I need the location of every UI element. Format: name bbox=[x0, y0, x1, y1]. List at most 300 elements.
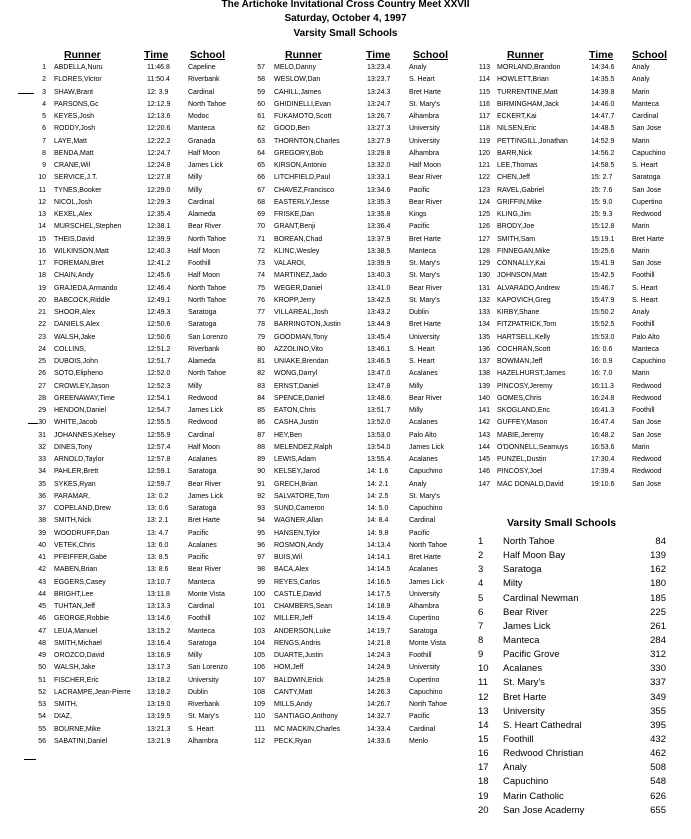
place: 82 bbox=[257, 370, 265, 378]
runner-name: AZZOLINO,Vito bbox=[274, 345, 323, 353]
place: 141 bbox=[478, 407, 490, 414]
runner-name: GRECH,Brian bbox=[274, 480, 318, 488]
runner-name: BIRMINGHAM,Jack bbox=[497, 100, 559, 108]
result-row bbox=[470, 479, 691, 491]
school-name: Pacific bbox=[409, 186, 430, 194]
finish-time: 14: 8.4 bbox=[367, 517, 389, 525]
result-row bbox=[470, 136, 691, 148]
school-name: James Lick bbox=[409, 443, 445, 451]
finish-time: 13:46.5 bbox=[367, 358, 391, 365]
finish-time: 13:47.8 bbox=[367, 382, 391, 390]
school-name: Foothill bbox=[632, 407, 655, 414]
place: 116 bbox=[478, 100, 490, 108]
finish-time: 12:35.4 bbox=[147, 211, 171, 218]
runner-name: ALVARADO,Andrew bbox=[497, 284, 560, 292]
result-row bbox=[470, 62, 691, 74]
finish-time: 12:24.8 bbox=[147, 162, 171, 169]
finish-time: 12:41.2 bbox=[147, 260, 171, 267]
result-row bbox=[0, 540, 250, 552]
team-score-row bbox=[470, 577, 670, 591]
time-header: Time bbox=[589, 49, 614, 61]
runner-name: PARAMAR, bbox=[54, 492, 91, 500]
team-score-row bbox=[470, 691, 670, 705]
runner-name: PFEIFFER,Gabe bbox=[54, 554, 107, 561]
school-name: North Tahoe bbox=[188, 296, 227, 304]
place: 57 bbox=[257, 64, 265, 71]
school-name: Capeline bbox=[188, 64, 216, 71]
school-name: Riverbank bbox=[188, 701, 220, 708]
result-row bbox=[246, 172, 474, 184]
finish-time: 13:19.0 bbox=[147, 701, 171, 708]
runner-name: PARSONS,Gc bbox=[54, 100, 99, 108]
result-row bbox=[246, 356, 474, 368]
place: 128 bbox=[478, 247, 490, 255]
place: 24 bbox=[38, 345, 46, 353]
place: 136 bbox=[478, 345, 490, 353]
team-points: 139 bbox=[650, 550, 666, 562]
runner-name: ERNST,Daniel bbox=[274, 382, 319, 390]
finish-time: 13:55.4 bbox=[367, 456, 391, 463]
runner-name: FISCHER,Eric bbox=[54, 676, 99, 684]
result-row bbox=[0, 185, 250, 197]
school-name: Redwood bbox=[632, 456, 662, 463]
finish-time: 13: 8.5 bbox=[147, 554, 169, 561]
team-name: Pacific Grove bbox=[503, 649, 560, 661]
finish-time: 13:27.9 bbox=[367, 137, 391, 145]
finish-time: 12:45.6 bbox=[147, 272, 171, 280]
results-column-2 bbox=[246, 62, 474, 748]
finish-time: 15:41.9 bbox=[591, 260, 615, 267]
school-name: Redwood bbox=[632, 211, 662, 218]
runner-name: FRISKE,Dan bbox=[274, 211, 315, 218]
school-name: Manteca bbox=[188, 627, 215, 635]
result-row bbox=[246, 246, 474, 258]
school-name: Dublin bbox=[188, 688, 208, 696]
result-row bbox=[470, 246, 691, 258]
finish-time: 13: 0.6 bbox=[147, 505, 169, 512]
runner-name: BUIS,Wil bbox=[274, 554, 302, 561]
runner-name: PAHLER,Brett bbox=[54, 468, 99, 476]
place: 93 bbox=[257, 505, 265, 512]
runner-name: EGGERS,Casey bbox=[54, 578, 106, 586]
place: 61 bbox=[257, 113, 265, 120]
place: 92 bbox=[257, 492, 265, 500]
team-points: 508 bbox=[650, 762, 666, 774]
runner-name: KIRBY,Shane bbox=[497, 309, 540, 316]
result-row bbox=[246, 148, 474, 160]
finish-time: 14:24.3 bbox=[367, 652, 391, 659]
place: 40 bbox=[38, 541, 46, 549]
finish-time: 12:29.0 bbox=[147, 186, 171, 194]
runner-name: CONNALLY,Kai bbox=[497, 260, 546, 267]
result-row bbox=[246, 626, 474, 638]
place: 42 bbox=[38, 566, 46, 574]
result-row bbox=[470, 185, 691, 197]
runner-name: KEYES,Josh bbox=[54, 113, 95, 120]
time-header: Time bbox=[366, 49, 391, 61]
place: 18 bbox=[38, 272, 46, 280]
place: 16 bbox=[38, 247, 46, 255]
team-place: 20 bbox=[478, 804, 489, 816]
runner-name: MORLAND,Brandon bbox=[497, 64, 561, 71]
result-row bbox=[246, 319, 474, 331]
team-name: North Tahoe bbox=[503, 536, 555, 547]
runner-name: MABIE,Jeremy bbox=[497, 431, 544, 439]
team-place: 18 bbox=[478, 776, 489, 788]
result-row bbox=[0, 430, 250, 442]
finish-time: 14: 9.8 bbox=[367, 529, 389, 537]
finish-time: 12:55.5 bbox=[147, 419, 171, 427]
school-name: Alameda bbox=[188, 358, 216, 365]
place: 104 bbox=[253, 639, 265, 647]
result-row bbox=[0, 662, 250, 674]
place: 6 bbox=[42, 125, 46, 133]
runner-header: Runner bbox=[507, 49, 544, 61]
school-name: North Tahoe bbox=[188, 284, 227, 292]
school-name: Alhambra bbox=[188, 737, 218, 745]
result-row bbox=[246, 675, 474, 687]
result-row bbox=[470, 430, 691, 442]
runner-name: BALDWIN,Erick bbox=[274, 676, 324, 684]
team-points: 337 bbox=[650, 677, 666, 689]
team-place: 19 bbox=[478, 790, 489, 802]
runner-name: BOURNE,Mike bbox=[54, 725, 101, 733]
school-name: University bbox=[409, 590, 440, 598]
result-row bbox=[0, 136, 250, 148]
place: 101 bbox=[253, 603, 265, 610]
school-name: North Tahoe bbox=[409, 701, 448, 708]
result-row bbox=[0, 74, 250, 86]
finish-time: 14: 2.5 bbox=[367, 492, 389, 500]
team-name: James Lick bbox=[503, 620, 551, 632]
place: 105 bbox=[253, 652, 265, 659]
finish-time: 13:32.0 bbox=[367, 162, 391, 169]
runner-name: LEE,Thomas bbox=[497, 162, 538, 169]
school-name: North Tahoe bbox=[188, 100, 227, 108]
school-name: Bear River bbox=[188, 566, 222, 574]
runner-name: BRIGHT,Lee bbox=[54, 590, 94, 598]
runner-name: BARR,Nick bbox=[497, 149, 533, 157]
school-name: St. Mary's bbox=[409, 492, 440, 500]
finish-time: 16:48.2 bbox=[591, 431, 615, 439]
runner-name: GREENAWAY,Time bbox=[54, 394, 115, 402]
school-name: Saratoga bbox=[188, 468, 217, 476]
finish-time: 16:41.3 bbox=[591, 407, 615, 414]
result-row bbox=[0, 724, 250, 736]
result-row bbox=[0, 552, 250, 564]
place: 109 bbox=[253, 701, 265, 708]
team-points: 180 bbox=[650, 578, 666, 590]
team-name: Analy bbox=[503, 762, 527, 774]
time-header: Time bbox=[144, 49, 169, 61]
school-name: Alameda bbox=[188, 211, 216, 218]
result-row bbox=[0, 295, 250, 307]
school-name: Redwood bbox=[188, 419, 218, 427]
finish-time: 13:48.6 bbox=[367, 394, 391, 402]
runner-name: TURRENTINE,Matt bbox=[497, 88, 558, 96]
place: 41 bbox=[38, 554, 46, 561]
result-row bbox=[246, 283, 474, 295]
place: 110 bbox=[253, 713, 265, 721]
team-points: 330 bbox=[650, 663, 666, 675]
runner-name: ABDELLA,Nuru bbox=[54, 64, 103, 71]
runner-name: THEIS,David bbox=[54, 235, 95, 243]
place: 30 bbox=[38, 419, 46, 427]
runner-name: SHOOR,Alex bbox=[54, 309, 96, 316]
place: 114 bbox=[478, 76, 490, 84]
finish-time: 14:24.9 bbox=[367, 664, 391, 672]
team-name: University bbox=[503, 705, 545, 717]
runner-name: SMITH, bbox=[54, 701, 78, 708]
place: 133 bbox=[478, 309, 490, 316]
finish-time: 14:26.3 bbox=[367, 688, 391, 696]
school-name: North Tahoe bbox=[188, 235, 227, 243]
place: 125 bbox=[478, 211, 490, 218]
runner-name: REYES,Carlos bbox=[274, 578, 320, 586]
team-place: 2 bbox=[478, 550, 484, 562]
finish-time: 13:23.4 bbox=[367, 64, 391, 71]
place: 20 bbox=[38, 296, 46, 304]
school-name: Half Moon bbox=[188, 272, 220, 280]
finish-time: 13:27.3 bbox=[367, 125, 391, 133]
place: 121 bbox=[478, 162, 490, 169]
result-row bbox=[0, 368, 250, 380]
school-name: Saratoga bbox=[632, 174, 661, 182]
place: 19 bbox=[38, 284, 46, 292]
runner-name: SOTO,Elipheno bbox=[54, 370, 103, 378]
finish-time: 13:16.9 bbox=[147, 652, 171, 659]
result-row bbox=[0, 87, 250, 99]
result-row bbox=[0, 246, 250, 258]
place: 51 bbox=[38, 676, 46, 684]
place: 44 bbox=[38, 590, 46, 598]
place: 35 bbox=[38, 480, 46, 488]
finish-time: 14: 5.0 bbox=[367, 505, 389, 512]
school-name: Half Moon bbox=[409, 162, 441, 169]
pen-mark bbox=[28, 423, 38, 424]
finish-time: 14:32.7 bbox=[367, 713, 391, 721]
team-score-row bbox=[470, 790, 670, 804]
finish-time: 13:52.0 bbox=[367, 419, 391, 427]
place: 91 bbox=[257, 480, 265, 488]
school-name: Milly bbox=[188, 174, 202, 182]
finish-time: 13: 2.1 bbox=[147, 517, 169, 525]
runner-name: SMITH,Sam bbox=[497, 235, 536, 243]
result-row bbox=[0, 515, 250, 527]
place: 4 bbox=[42, 100, 46, 108]
school-name: James Lick bbox=[188, 407, 224, 414]
runner-name: VALAROI, bbox=[274, 260, 306, 267]
finish-time: 13:13.3 bbox=[147, 603, 171, 610]
school-name: Cupertino bbox=[409, 676, 440, 684]
runner-name: DUARTE,Justin bbox=[274, 652, 323, 659]
runner-name: ECKERT,Kai bbox=[497, 113, 537, 120]
place: 1 bbox=[42, 64, 46, 71]
result-row bbox=[0, 62, 250, 74]
place: 27 bbox=[38, 382, 46, 390]
place: 142 bbox=[478, 419, 490, 427]
team-place: 3 bbox=[478, 564, 484, 576]
result-row bbox=[0, 491, 250, 503]
team-score-row bbox=[470, 662, 670, 676]
team-place: 16 bbox=[478, 748, 489, 760]
runner-name: DUBOIS,John bbox=[54, 358, 98, 365]
team-name: Manteca bbox=[503, 634, 540, 646]
result-row bbox=[0, 160, 250, 172]
school-name: Monte Vista bbox=[188, 590, 225, 598]
runner-name: GOMES,Chris bbox=[497, 394, 542, 402]
place: 138 bbox=[478, 370, 490, 378]
place: 95 bbox=[257, 529, 265, 537]
school-name: Acalanes bbox=[188, 456, 217, 463]
runner-name: BOREAN,Chad bbox=[274, 235, 323, 243]
school-name: Cardinal bbox=[409, 725, 436, 733]
result-row bbox=[470, 258, 691, 270]
result-row bbox=[0, 405, 250, 417]
place: 145 bbox=[478, 456, 490, 463]
place: 50 bbox=[38, 664, 46, 672]
school-name: Capuchino bbox=[409, 468, 443, 476]
finish-time: 13:23.7 bbox=[367, 76, 391, 84]
team-score-row bbox=[470, 775, 670, 789]
place: 37 bbox=[38, 505, 46, 512]
finish-time: 15:52.5 bbox=[591, 321, 615, 329]
result-row bbox=[246, 405, 474, 417]
finish-time: 12:12.9 bbox=[147, 100, 171, 108]
school-name: Bear River bbox=[409, 198, 443, 206]
runner-name: BABCOCK,Riddle bbox=[54, 296, 111, 304]
result-row bbox=[0, 258, 250, 270]
result-row bbox=[0, 99, 250, 111]
place: 78 bbox=[257, 321, 265, 329]
place: 25 bbox=[38, 358, 46, 365]
school-name: Bear River bbox=[188, 223, 222, 231]
runner-name: KAPOVICH,Greg bbox=[497, 296, 551, 304]
place: 49 bbox=[38, 652, 46, 659]
place: 52 bbox=[38, 688, 46, 696]
place: 83 bbox=[257, 382, 265, 390]
finish-time: 12:59.1 bbox=[147, 468, 171, 476]
place: 132 bbox=[478, 296, 490, 304]
runner-name: SUND,Cameron bbox=[274, 505, 325, 512]
runner-name: MURSCHEL,Stephen bbox=[54, 223, 122, 231]
school-name: Cupertino bbox=[632, 198, 663, 206]
school-name: S. Heart bbox=[409, 358, 435, 365]
school-name: Bret Harte bbox=[409, 321, 441, 329]
place: 9 bbox=[42, 162, 46, 169]
result-row bbox=[246, 479, 474, 491]
result-row bbox=[470, 344, 691, 356]
school-name: S. Heart bbox=[632, 162, 658, 169]
team-place: 13 bbox=[478, 705, 489, 717]
result-row bbox=[246, 491, 474, 503]
runner-name: EATON,Chris bbox=[274, 407, 316, 414]
place: 68 bbox=[257, 198, 265, 206]
runner-name: HENDON,Daniel bbox=[54, 407, 107, 414]
runner-name: CASHA,Justin bbox=[274, 419, 319, 427]
result-row bbox=[470, 99, 691, 111]
finish-time: 13:16.4 bbox=[147, 639, 171, 647]
school-name: Foothill bbox=[188, 615, 211, 623]
place: 124 bbox=[478, 198, 490, 206]
finish-time: 12:50.6 bbox=[147, 321, 171, 329]
team-name: Milty bbox=[503, 578, 523, 590]
team-points: 395 bbox=[650, 719, 666, 731]
result-row bbox=[246, 197, 474, 209]
runner-name: DIAZ, bbox=[54, 713, 72, 721]
team-place: 12 bbox=[478, 691, 489, 703]
result-row bbox=[246, 344, 474, 356]
runner-name: MELO,Danny bbox=[274, 64, 317, 71]
result-row bbox=[470, 368, 691, 380]
place: 147 bbox=[478, 480, 490, 488]
team-score-row bbox=[470, 761, 670, 775]
team-score-row bbox=[470, 747, 670, 761]
result-row bbox=[246, 417, 474, 429]
place: 143 bbox=[478, 431, 490, 439]
team-score-row bbox=[470, 620, 670, 634]
finish-time: 13:37.9 bbox=[367, 235, 391, 243]
result-row bbox=[0, 466, 250, 478]
runner-name: SMITH,Michael bbox=[54, 639, 102, 647]
results-column-3 bbox=[470, 62, 691, 491]
finish-time: 15:25.6 bbox=[591, 247, 615, 255]
runner-name: WONG,Darryl bbox=[274, 370, 318, 378]
runner-name: BARRINGTON,Justin bbox=[274, 321, 341, 329]
runner-name: BENDA,Matt bbox=[54, 149, 94, 157]
result-row bbox=[0, 687, 250, 699]
result-row bbox=[246, 381, 474, 393]
finish-time: 14:33.4 bbox=[367, 725, 391, 733]
runner-name: O'DONNELL,Seamuys bbox=[497, 443, 568, 451]
school-name: Capuchino bbox=[632, 358, 666, 365]
runner-name: KLINC,Wesley bbox=[274, 247, 320, 255]
finish-time: 14: 2.1 bbox=[367, 480, 389, 488]
school-name: Pacific bbox=[409, 529, 430, 537]
finish-time: 15:53.0 bbox=[591, 333, 615, 341]
team-scores-title: Varsity Small Schools bbox=[507, 517, 617, 529]
school-name: Kings bbox=[409, 211, 427, 218]
finish-time: 12:49.3 bbox=[147, 309, 171, 316]
school-name: Redwood bbox=[188, 394, 218, 402]
runner-name: HARTSELL,Kelly bbox=[497, 333, 551, 341]
result-row bbox=[470, 111, 691, 123]
pen-mark bbox=[18, 93, 34, 94]
runner-name: SPENCE,Daniel bbox=[274, 394, 325, 402]
school-name: Foothill bbox=[632, 272, 655, 280]
school-name: St. Mary's bbox=[188, 713, 219, 721]
runner-name: SMITH,Nick bbox=[54, 517, 92, 525]
school-name: Redwood bbox=[632, 394, 662, 402]
runner-name: FUKAMOTO,Scott bbox=[274, 113, 332, 120]
place: 131 bbox=[478, 284, 490, 292]
place: 47 bbox=[38, 627, 46, 635]
school-name: Marin bbox=[632, 443, 650, 451]
school-name: Analy bbox=[632, 309, 650, 316]
school-name: San Jose bbox=[632, 260, 662, 267]
runner-name: EASTERLY,Jesse bbox=[274, 198, 330, 206]
finish-time: 13:40.3 bbox=[367, 272, 391, 280]
finish-time: 13:35.8 bbox=[367, 211, 391, 218]
finish-time: 17:39.4 bbox=[591, 468, 615, 476]
finish-time: 13: 8.6 bbox=[147, 566, 169, 574]
place: 80 bbox=[257, 345, 265, 353]
school-name: Bret Harte bbox=[188, 517, 220, 525]
result-row bbox=[470, 466, 691, 478]
result-row bbox=[470, 381, 691, 393]
place: 34 bbox=[38, 468, 46, 476]
team-place: 15 bbox=[478, 733, 489, 745]
